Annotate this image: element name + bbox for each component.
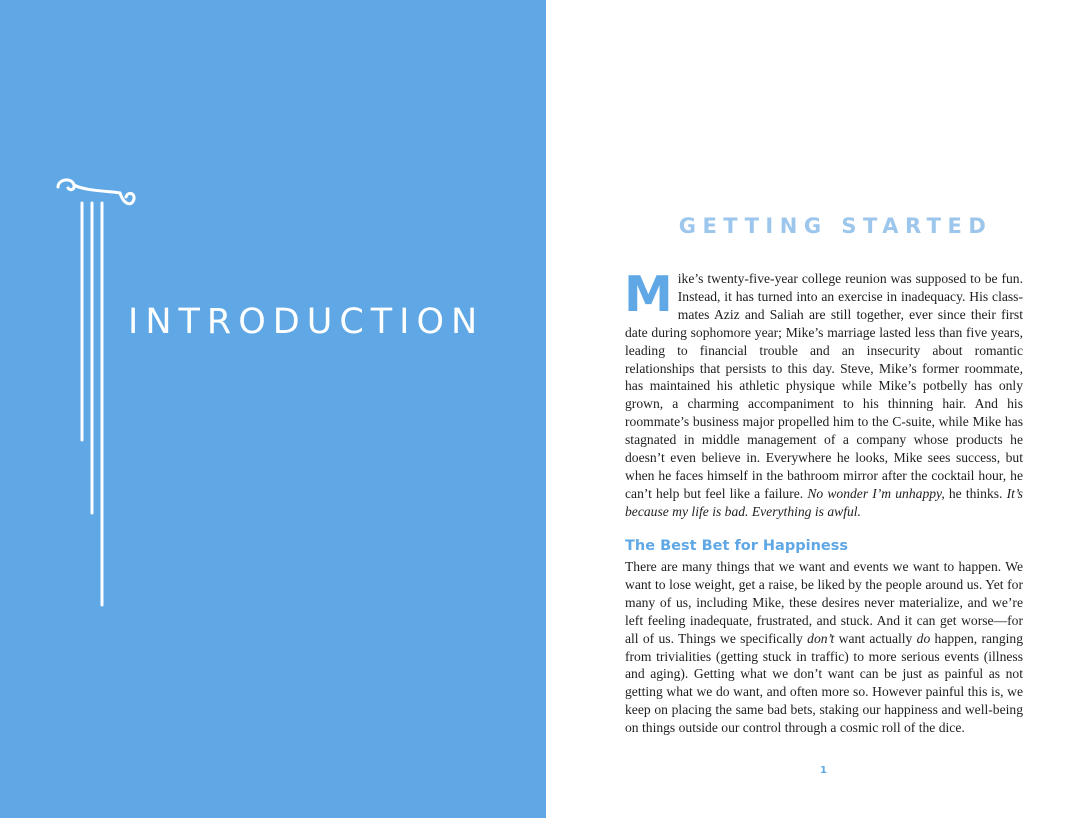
italic-text: don’t xyxy=(807,630,835,646)
italic-text: No wonder I’m unhappy, xyxy=(807,485,945,501)
italic-text: It’s because my life is bad. Everything is awful. xyxy=(625,485,1023,519)
paragraph-text: happen, ranging from trivialities (getting stuck in traffic) to more serious events (illness and aging). Getting what we don’t want can be just as painful as not getting what we do want, and often more so. However painful this is, we keep on placing the same bad bets, staking our happiness and well-being on things outside our control through a cosmic roll of the dice. xyxy=(625,630,1024,736)
body-paragraph-2 xyxy=(625,558,1023,737)
section-heading: The Best Bet for Happiness xyxy=(625,538,848,554)
paragraph-text: ike’s twenty-five-year college reunion was supposed to be fun. Instead, it has turned into an exercise in inadequacy. His classmates Aziz and Saliah are still together, ever since their first date during sophomore year; Mike’s marriage lasted less than five years, leading to financial trouble and an insecurity about romantic relationships that persists to this day. Steve, Mike’s former roommate, has maintained his athletic physique while Mike’s potbelly has only grown, a charming accompaniment to his thinning hair. And his roommate’s business major propelled him to the C-suite, while Mike has stagnated in middle management of a company whose products he doesn’t even believe in. Everywhere he looks, Mike sees success, but when he faces himself in the bathroom mirror after the cocktail hour, he can’t help but feel like a failure. xyxy=(625,271,1023,501)
paragraph-text: There are many things that we want and events we want to happen. We want to lose weight, get a raise, be liked by the people around us. Yet for many of us, including Mike, these desires never materialize, and we’re left feeling inadequate, frustrated, and stuck. And it can get worse—for all of us. Things we specifically xyxy=(625,559,1023,646)
page-number: 1 xyxy=(820,765,827,776)
introduction-title: INTRODUCTION xyxy=(128,302,485,342)
chapter-heading: GETTING STARTED xyxy=(678,214,993,238)
paragraph-text: want actually xyxy=(838,630,913,646)
drop-cap: M xyxy=(624,266,673,323)
body-paragraph-1 xyxy=(624,266,1023,521)
paragraph-text: he thinks. xyxy=(948,485,1003,501)
italic-text: do xyxy=(916,630,931,646)
right-page xyxy=(546,0,1091,818)
ionic-column-icon xyxy=(50,175,140,615)
